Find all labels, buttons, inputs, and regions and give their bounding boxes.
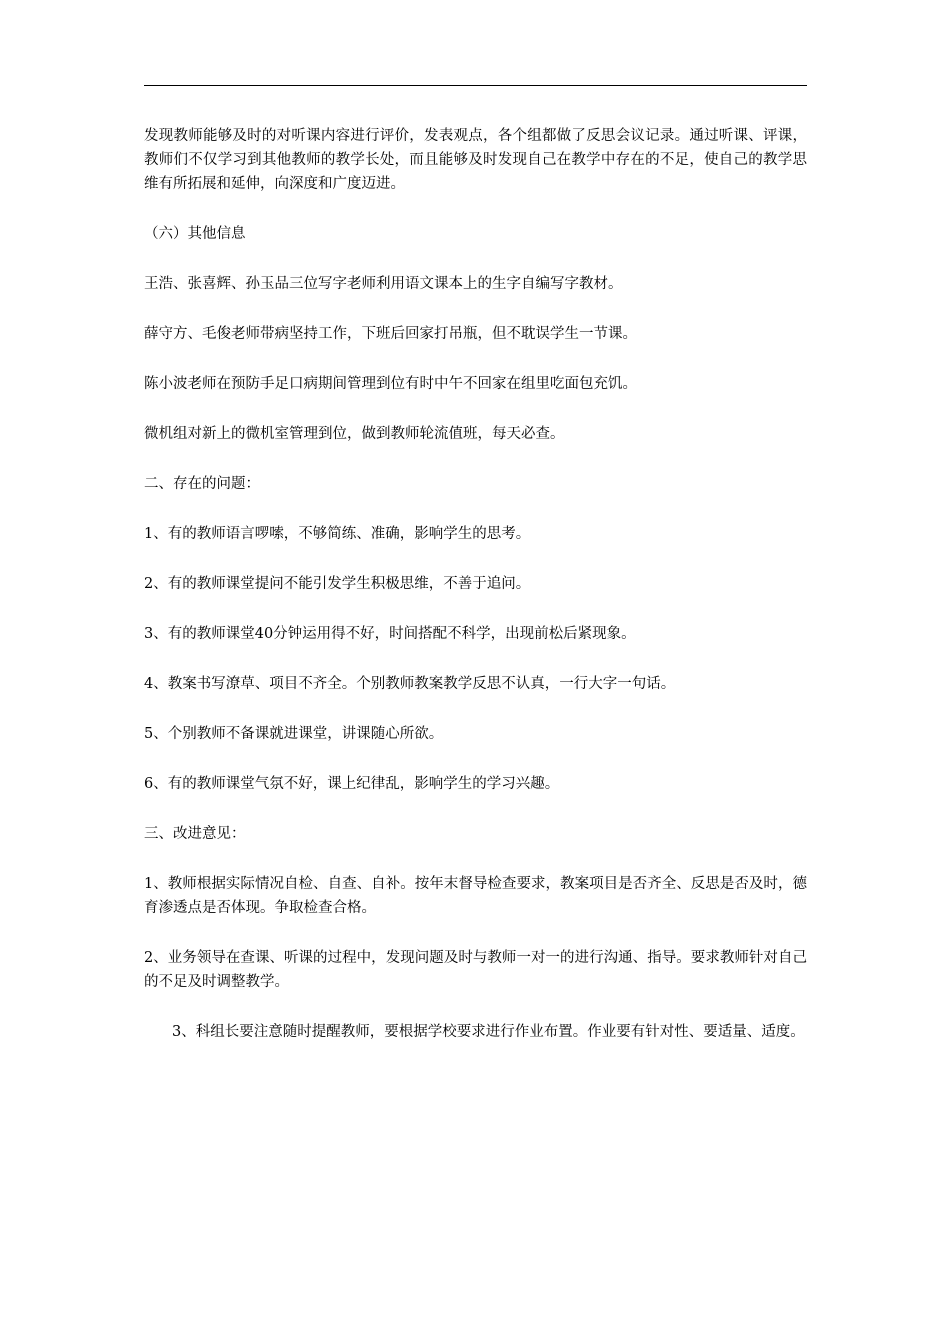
paragraph-reflection: 发现教师能够及时的对听课内容进行评价，发表观点，各个组都做了反思会议记录。通过听课、评课，教师们不仅学习到其他教师的教学长处，而且能够及时发现自己在教学中存在的不足，使自己的教学思维有所拓展和延伸，向深度和广度迈进。 — [144, 128, 807, 192]
section-heading-problems: 二、存在的问题： — [144, 476, 260, 492]
section-heading-other-info: （六）其他信息 — [144, 226, 246, 242]
problem-item-6: 6、有的教师课堂气氛不好，课上纪律乱，影响学生的学习兴趣。 — [144, 776, 560, 792]
improvement-item-3: 3、科组长要注意随时提醒教师，要根据学校要求进行作业布置。作业要有针对性、要适量、适度。 — [172, 1024, 805, 1040]
section-heading-improvements: 三、改进意见： — [144, 826, 246, 842]
paragraph-sick-teachers: 薛守方、毛俊老师带病坚持工作，下班后回家打吊瓶，但不耽误学生一节课。 — [144, 326, 637, 342]
paragraph-writing-teachers: 王浩、张喜辉、孙玉品三位写字老师利用语文课本上的生字自编写字教材。 — [144, 276, 623, 292]
improvement-item-1: 1、教师根据实际情况自检、自查、自补。按年末督导检查要求，教案项目是否齐全、反思是否及时，德育渗透点是否体现。争取检查合格。 — [144, 876, 807, 916]
problem-item-4: 4、教案书写潦草、项目不齐全。个别教师教案教学反思不认真，一行大字一句话。 — [144, 676, 676, 692]
paragraph-computer-group: 微机组对新上的微机室管理到位，做到教师轮流值班，每天必查。 — [144, 426, 565, 442]
problem-item-1: 1、有的教师语言啰嗦，不够简练、准确，影响学生的思考。 — [144, 526, 531, 542]
paragraph-chen-xiaobo: 陈小波老师在预防手足口病期间管理到位有时中午不回家在组里吃面包充饥。 — [144, 376, 637, 392]
document-body — [144, 124, 807, 1070]
problem-item-5: 5、个别教师不备课就进课堂，讲课随心所欲。 — [144, 726, 444, 742]
problem-item-2: 2、有的教师课堂提问不能引发学生积极思维，不善于追问。 — [144, 576, 531, 592]
header-rule — [144, 85, 807, 86]
improvement-item-2: 2、业务领导在查课、听课的过程中，发现问题及时与教师一对一的进行沟通、指导。要求教师针对自己的不足及时调整教学。 — [144, 950, 807, 990]
problem-item-3: 3、有的教师课堂40分钟运用得不好，时间搭配不科学，出现前松后紧现象。 — [144, 626, 636, 642]
